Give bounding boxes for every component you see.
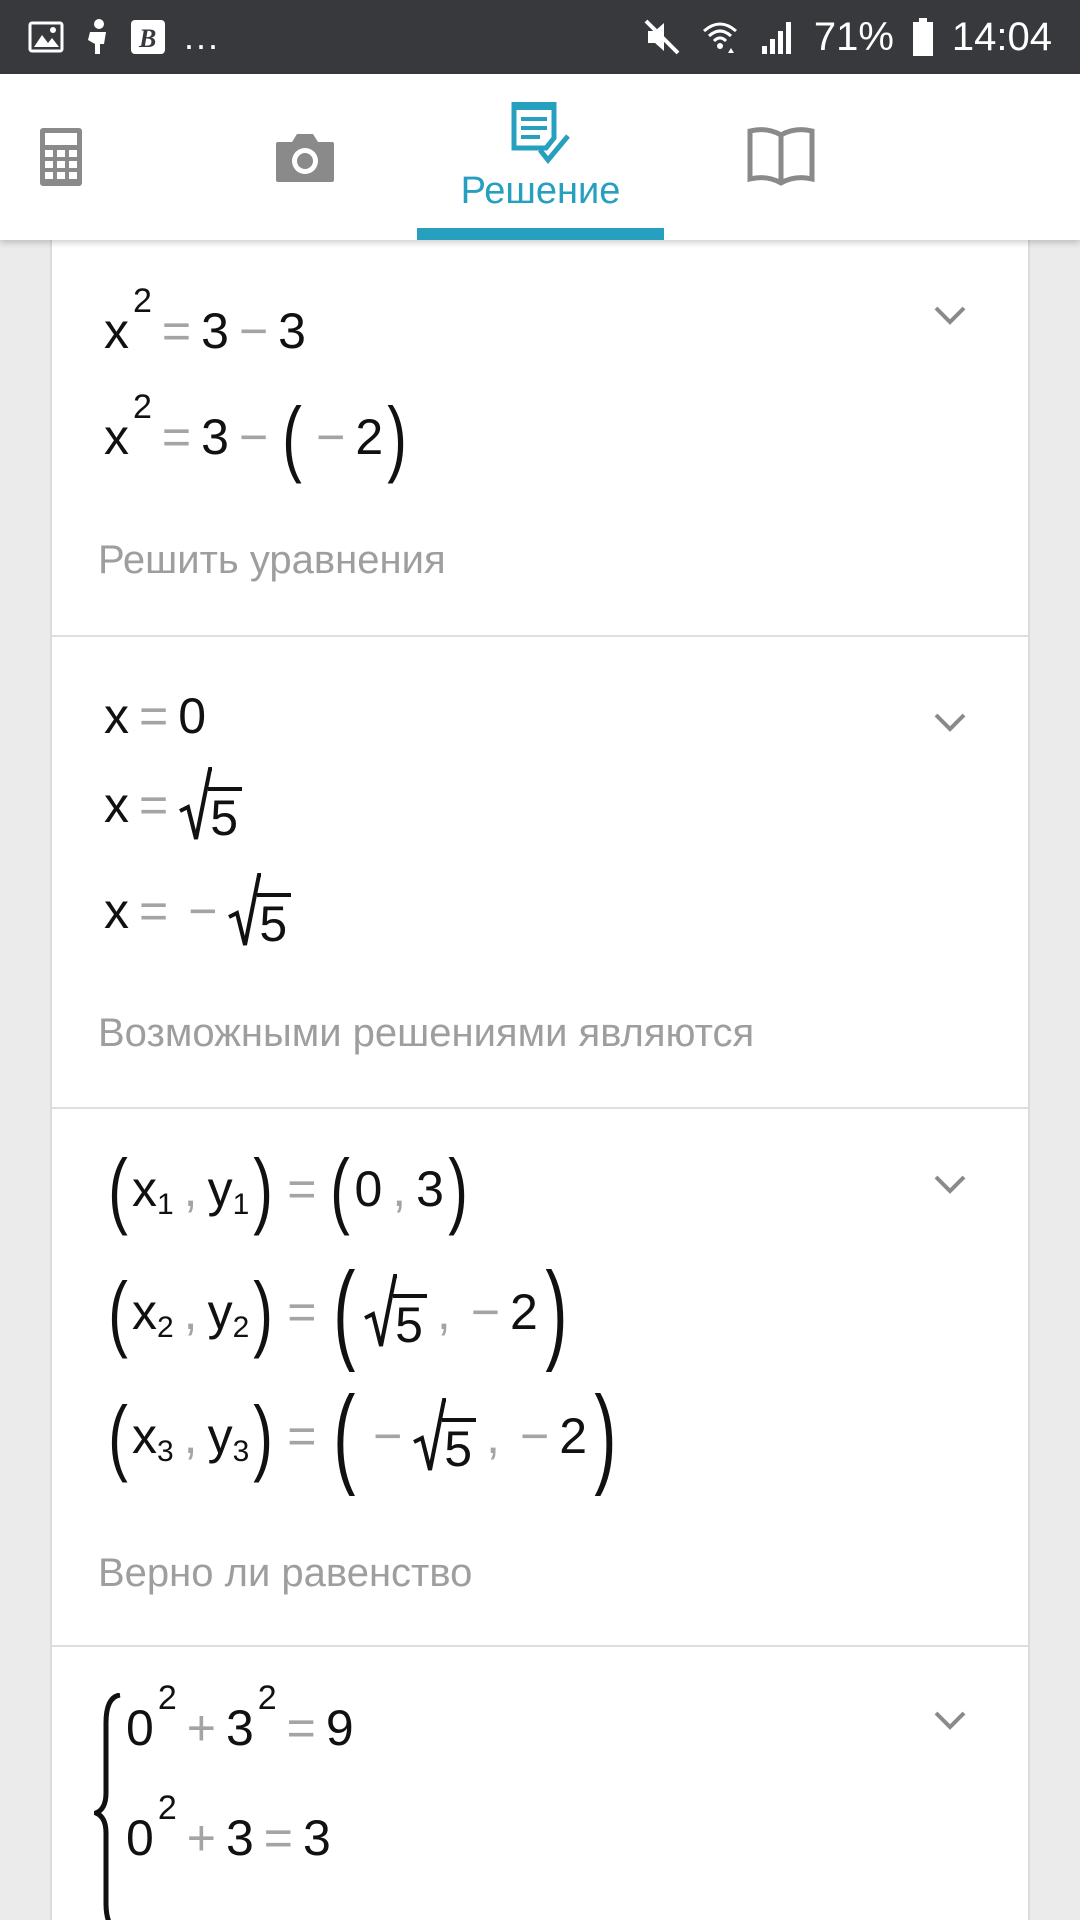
signal-icon	[758, 18, 796, 56]
open-paren: (	[333, 1250, 356, 1373]
mute-icon	[642, 17, 682, 57]
math-var: x	[131, 1408, 157, 1464]
math-comma: ,	[392, 1161, 407, 1217]
radicand: 5	[393, 1294, 427, 1350]
calculator-icon	[39, 127, 83, 187]
math-var: x	[104, 883, 129, 939]
radical-sign-icon	[178, 767, 212, 843]
check-equation-line	[126, 1678, 354, 1757]
math-comma: ,	[183, 1161, 198, 1217]
math-equals: =	[287, 1161, 317, 1217]
math-operator: −	[238, 409, 269, 465]
equation-line	[104, 281, 306, 360]
math-comma: ,	[183, 1408, 198, 1464]
math-comma: ,	[486, 1408, 501, 1464]
point-line	[104, 1142, 472, 1236]
wifi-icon	[700, 17, 740, 57]
math-number: 3	[225, 1700, 254, 1756]
radical-sign-icon	[412, 1398, 446, 1474]
check-equation-line	[126, 1788, 331, 1867]
math-subscript: 2	[156, 1311, 174, 1344]
solution-icon	[510, 102, 572, 166]
math-var: x	[104, 303, 129, 359]
math-equals: =	[286, 1700, 316, 1756]
math-sign: −	[470, 1284, 501, 1340]
step-caption: Возможными решениями являются	[98, 1011, 755, 1055]
math-number: 3	[201, 409, 229, 465]
close-paren: )	[387, 390, 407, 484]
close-paren: )	[253, 1389, 274, 1483]
equation-line	[104, 387, 411, 484]
active-tab-indicator	[417, 228, 664, 240]
math-subscript: 3	[232, 1435, 250, 1468]
math-equals: =	[139, 883, 169, 939]
open-paren: (	[108, 1142, 128, 1236]
radical-sign-icon	[363, 1274, 397, 1350]
chevron-down-icon[interactable]	[932, 705, 968, 741]
math-number: 0	[178, 688, 207, 744]
math-subscript: 1	[156, 1188, 174, 1221]
svg-text:B: B	[139, 24, 157, 53]
step-caption: Верно ли равенство	[98, 1551, 473, 1595]
math-number: 0	[126, 1810, 154, 1866]
square-root	[412, 1398, 476, 1477]
android-figure-icon	[82, 18, 112, 56]
math-comma: ,	[183, 1284, 198, 1340]
open-paren: (	[333, 1374, 356, 1497]
tab-book[interactable]	[720, 74, 842, 240]
math-number: 0	[354, 1161, 383, 1217]
solution-line	[104, 687, 206, 745]
math-var: y	[207, 1408, 233, 1464]
step-caption: Решить уравнения	[98, 538, 446, 582]
math-number: 9	[325, 1700, 354, 1756]
math-var: x	[131, 1284, 157, 1340]
math-sign: −	[316, 409, 346, 465]
math-operator: +	[186, 1810, 216, 1866]
radicand: 5	[208, 787, 242, 843]
math-exponent: 2	[257, 1678, 277, 1717]
battery-icon	[912, 17, 934, 57]
math-subscript: 2	[232, 1311, 250, 1344]
math-number: 2	[559, 1408, 588, 1464]
step-card-4[interactable]	[52, 1647, 1028, 1920]
math-equals: =	[161, 409, 192, 465]
math-number: 2	[510, 1284, 538, 1340]
step-card-1[interactable]	[52, 240, 1028, 637]
math-comma: ,	[436, 1284, 451, 1340]
math-subscript: 3	[156, 1435, 174, 1468]
math-exponent: 2	[157, 1788, 177, 1827]
radicand: 5	[442, 1418, 476, 1474]
math-equals: =	[139, 777, 169, 833]
solution-line	[104, 767, 242, 846]
point-line	[104, 1250, 574, 1373]
math-var: y	[207, 1284, 233, 1340]
system-brace-icon	[94, 1693, 124, 1920]
radical-sign-icon	[227, 873, 261, 949]
tab-camera[interactable]	[240, 74, 370, 240]
more-notifications: ...	[184, 16, 221, 57]
chevron-down-icon[interactable]	[932, 1703, 968, 1739]
close-paren: )	[448, 1142, 468, 1236]
math-var: x	[131, 1161, 157, 1217]
book-icon	[747, 125, 815, 189]
square-root	[363, 1274, 427, 1353]
math-sign: −	[373, 1408, 403, 1464]
math-number: 3	[278, 303, 306, 359]
step-card-3[interactable]	[52, 1109, 1028, 1647]
status-bar-notifications	[28, 14, 220, 60]
math-operator: −	[238, 303, 269, 359]
point-line	[104, 1374, 624, 1497]
math-var: x	[104, 688, 129, 744]
battery-percent: 71%	[813, 14, 894, 59]
math-operator: +	[186, 1700, 216, 1756]
chevron-down-icon[interactable]	[932, 1167, 968, 1203]
chevron-down-icon[interactable]	[932, 298, 968, 334]
solution-line	[104, 873, 291, 952]
math-number: 3	[225, 1810, 254, 1866]
math-exponent: 2	[157, 1678, 177, 1717]
tab-bar	[0, 74, 1080, 240]
math-equals: =	[287, 1408, 317, 1464]
math-number: 2	[355, 409, 384, 465]
open-paren: (	[108, 1265, 128, 1359]
math-var: y	[207, 1161, 233, 1217]
math-number: 3	[302, 1810, 331, 1866]
camera-icon	[274, 130, 336, 184]
open-paren: (	[282, 390, 302, 484]
status-bar-system	[642, 14, 1052, 60]
step-card-2[interactable]	[52, 637, 1028, 1109]
math-equals: =	[287, 1284, 317, 1340]
math-sign: −	[520, 1408, 550, 1464]
tab-calculator[interactable]	[0, 74, 122, 240]
math-var: x	[104, 409, 129, 465]
math-exponent: 2	[133, 281, 152, 320]
math-equals: =	[139, 688, 169, 744]
solution-steps	[50, 240, 1030, 1920]
radicand: 5	[257, 893, 291, 949]
status-bar	[0, 0, 1080, 74]
math-number: 3	[416, 1161, 444, 1217]
close-paren: )	[253, 1142, 274, 1236]
square-root	[227, 873, 291, 952]
close-paren: )	[545, 1250, 568, 1373]
close-paren: )	[594, 1374, 617, 1497]
math-number: 3	[201, 303, 229, 359]
close-paren: )	[253, 1265, 274, 1359]
math-sign: −	[188, 883, 218, 939]
vk-app-icon	[130, 19, 166, 55]
clock: 14:04	[951, 14, 1052, 59]
math-var: x	[104, 777, 129, 833]
math-equals: =	[263, 1810, 293, 1866]
tab-solution[interactable]	[417, 74, 664, 240]
tab-solution-label: Решение	[460, 169, 621, 212]
math-number: 0	[126, 1700, 154, 1756]
math-subscript: 1	[232, 1188, 250, 1221]
open-paren: (	[108, 1389, 128, 1483]
square-root	[178, 767, 242, 846]
math-exponent: 2	[133, 387, 152, 426]
gallery-icon	[28, 21, 64, 53]
math-equals: =	[161, 303, 192, 359]
open-paren: (	[330, 1142, 351, 1236]
